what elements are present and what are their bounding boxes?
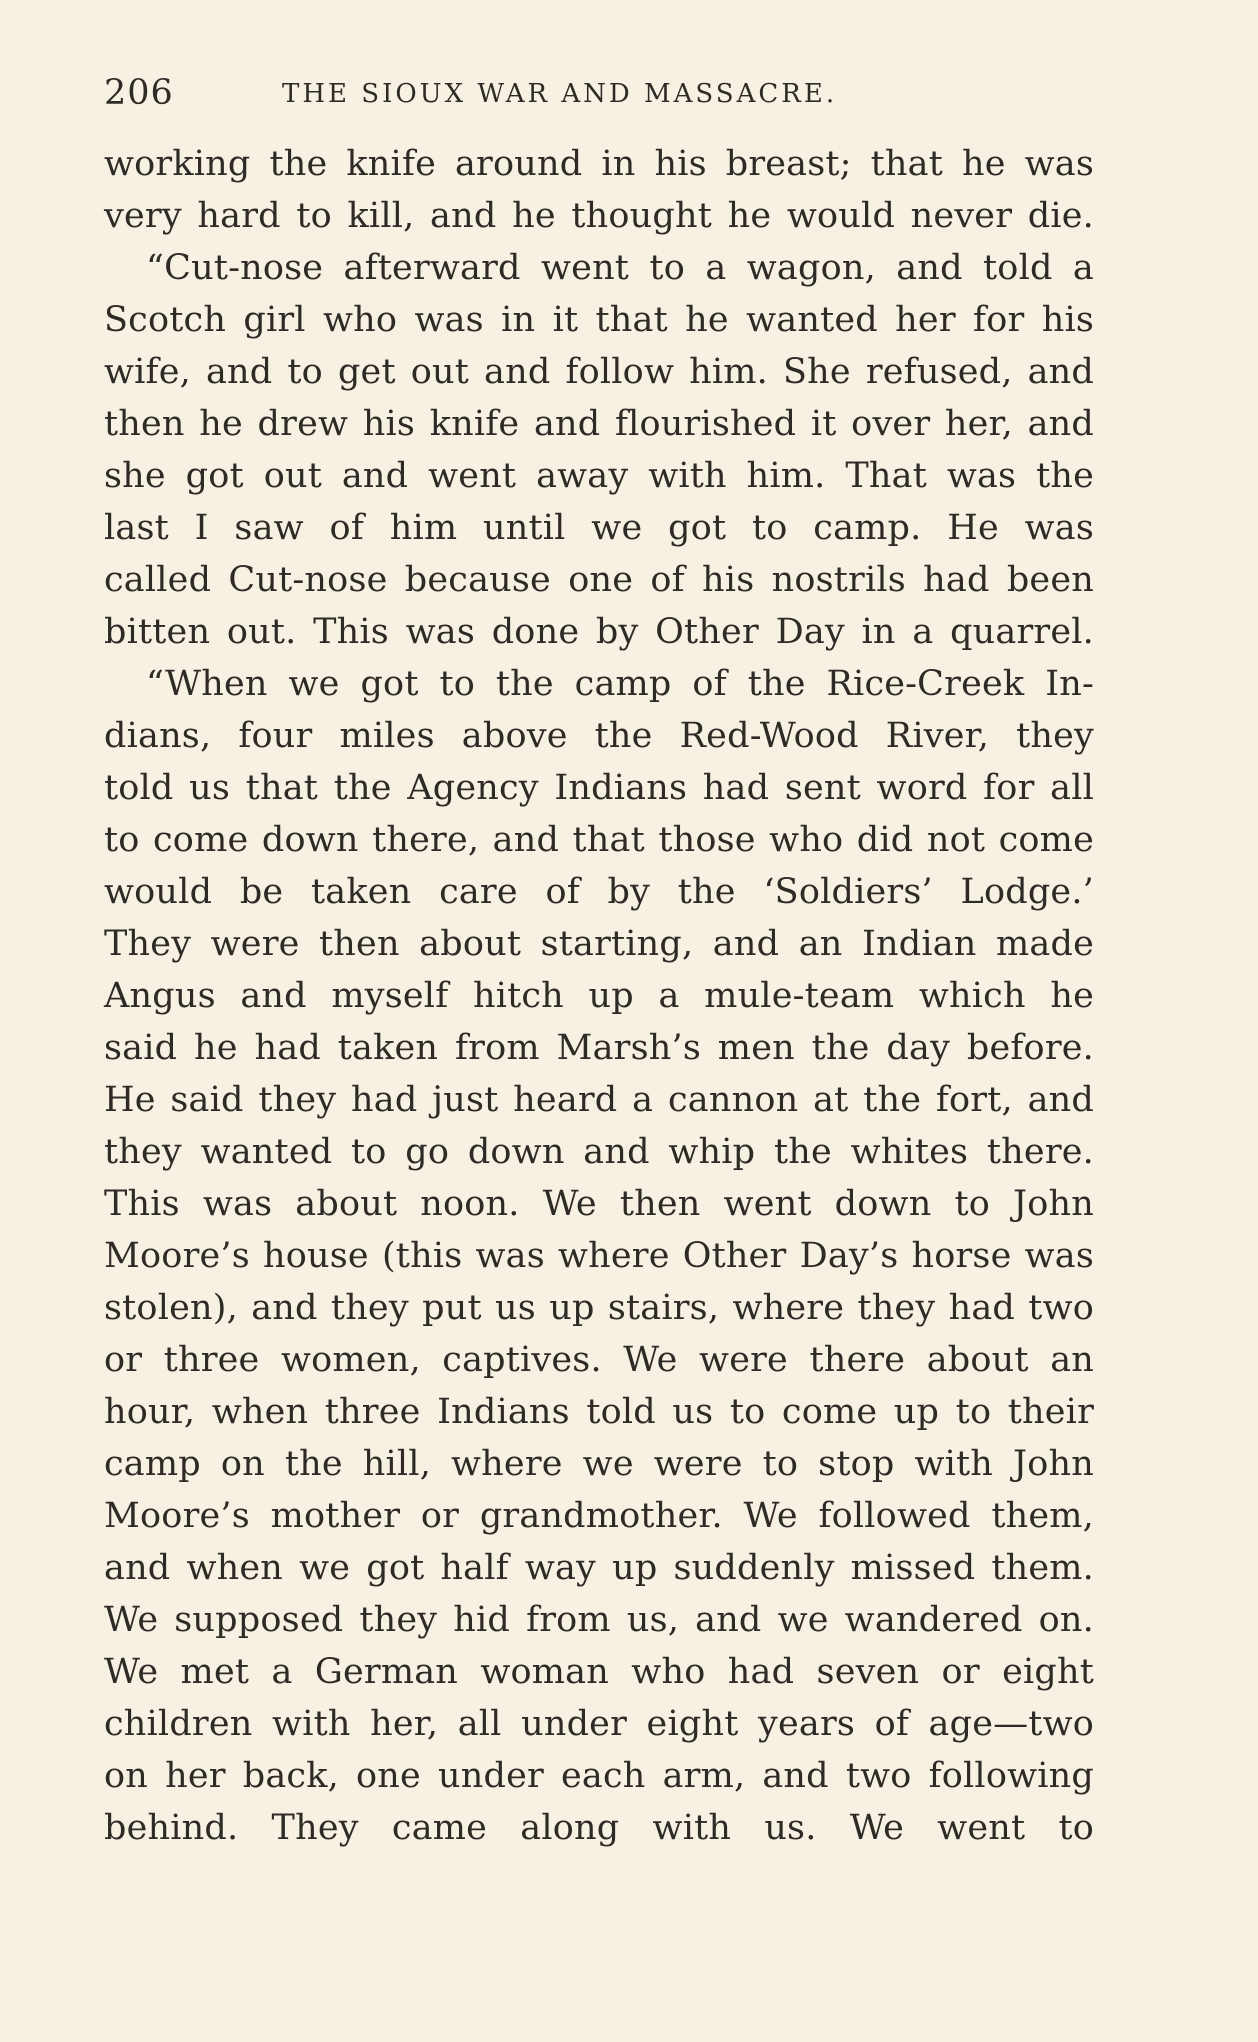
text-line: We met a German woman who had seven or eight [104, 1652, 1094, 1692]
page-number: 206 [104, 73, 174, 113]
text-line: wife, and to get out and follow him. She refused, and [104, 352, 1094, 392]
running-head: THE SIOUX WAR AND MASSACRE. [282, 79, 838, 109]
text-line: hour, when three Indians told us to come up to their [104, 1392, 1094, 1432]
text-line: called Cut-nose because one of his nostrils had been [104, 560, 1094, 600]
text-line: behind. They came along with us. We went to [104, 1808, 1094, 1848]
text-line: children with her, all under eight years of age—two [104, 1704, 1094, 1744]
text-line: camp on the hill, where we were to stop with John [104, 1444, 1094, 1484]
text-line: working the knife around in his breast; that he was [104, 144, 1094, 184]
text-line: she got out and went away with him. That was the [104, 456, 1094, 496]
text-line: We supposed they hid from us, and we wandered on. [104, 1600, 1094, 1640]
text-line: told us that the Agency Indians had sent word for all [104, 768, 1094, 808]
text-line: on her back, one under each arm, and two following [104, 1756, 1094, 1796]
text-line: Scotch girl who was in it that he wanted her for his [104, 300, 1094, 340]
text-line: would be taken care of by the ‘Soldiers’ Lodge.’ [104, 872, 1094, 912]
text-line: and when we got half way up suddenly missed them. [104, 1548, 1094, 1588]
body-text [104, 138, 1094, 1848]
text-line: This was about noon. We then went down to John [104, 1184, 1094, 1224]
text-line: said he had taken from Marsh’s men the day before. [104, 1028, 1094, 1068]
text-line: or three women, captives. We were there about an [104, 1340, 1094, 1380]
page-header [104, 68, 1094, 118]
text-line: He said they had just heard a cannon at the fort, and [104, 1080, 1094, 1120]
text-line: Moore’s mother or grandmother. We followed them, [104, 1496, 1094, 1536]
text-line: Angus and myself hitch up a mule-team which he [104, 976, 1094, 1016]
text-line: dians, four miles above the Red-Wood River, they [104, 716, 1094, 756]
text-line: stolen), and they put us up stairs, where they had two [104, 1288, 1094, 1328]
text-line: last I saw of him until we got to camp. He was [104, 508, 1094, 548]
text-line: “When we got to the camp of the Rice-Creek In- [146, 664, 1094, 704]
text-line: “Cut-nose afterward went to a wagon, and told a [146, 248, 1094, 288]
text-line: they wanted to go down and whip the whites there. [104, 1132, 1094, 1172]
text-line: to come down there, and that those who did not come [104, 820, 1094, 860]
text-line: Moore’s house (this was where Other Day’s horse was [104, 1236, 1094, 1276]
text-line: They were then about starting, and an Indian made [104, 924, 1094, 964]
text-line: then he drew his knife and flourished it over her, and [104, 404, 1094, 444]
text-line: very hard to kill, and he thought he would never die. [104, 196, 1094, 236]
text-line: bitten out. This was done by Other Day in a quarrel. [104, 612, 1094, 652]
